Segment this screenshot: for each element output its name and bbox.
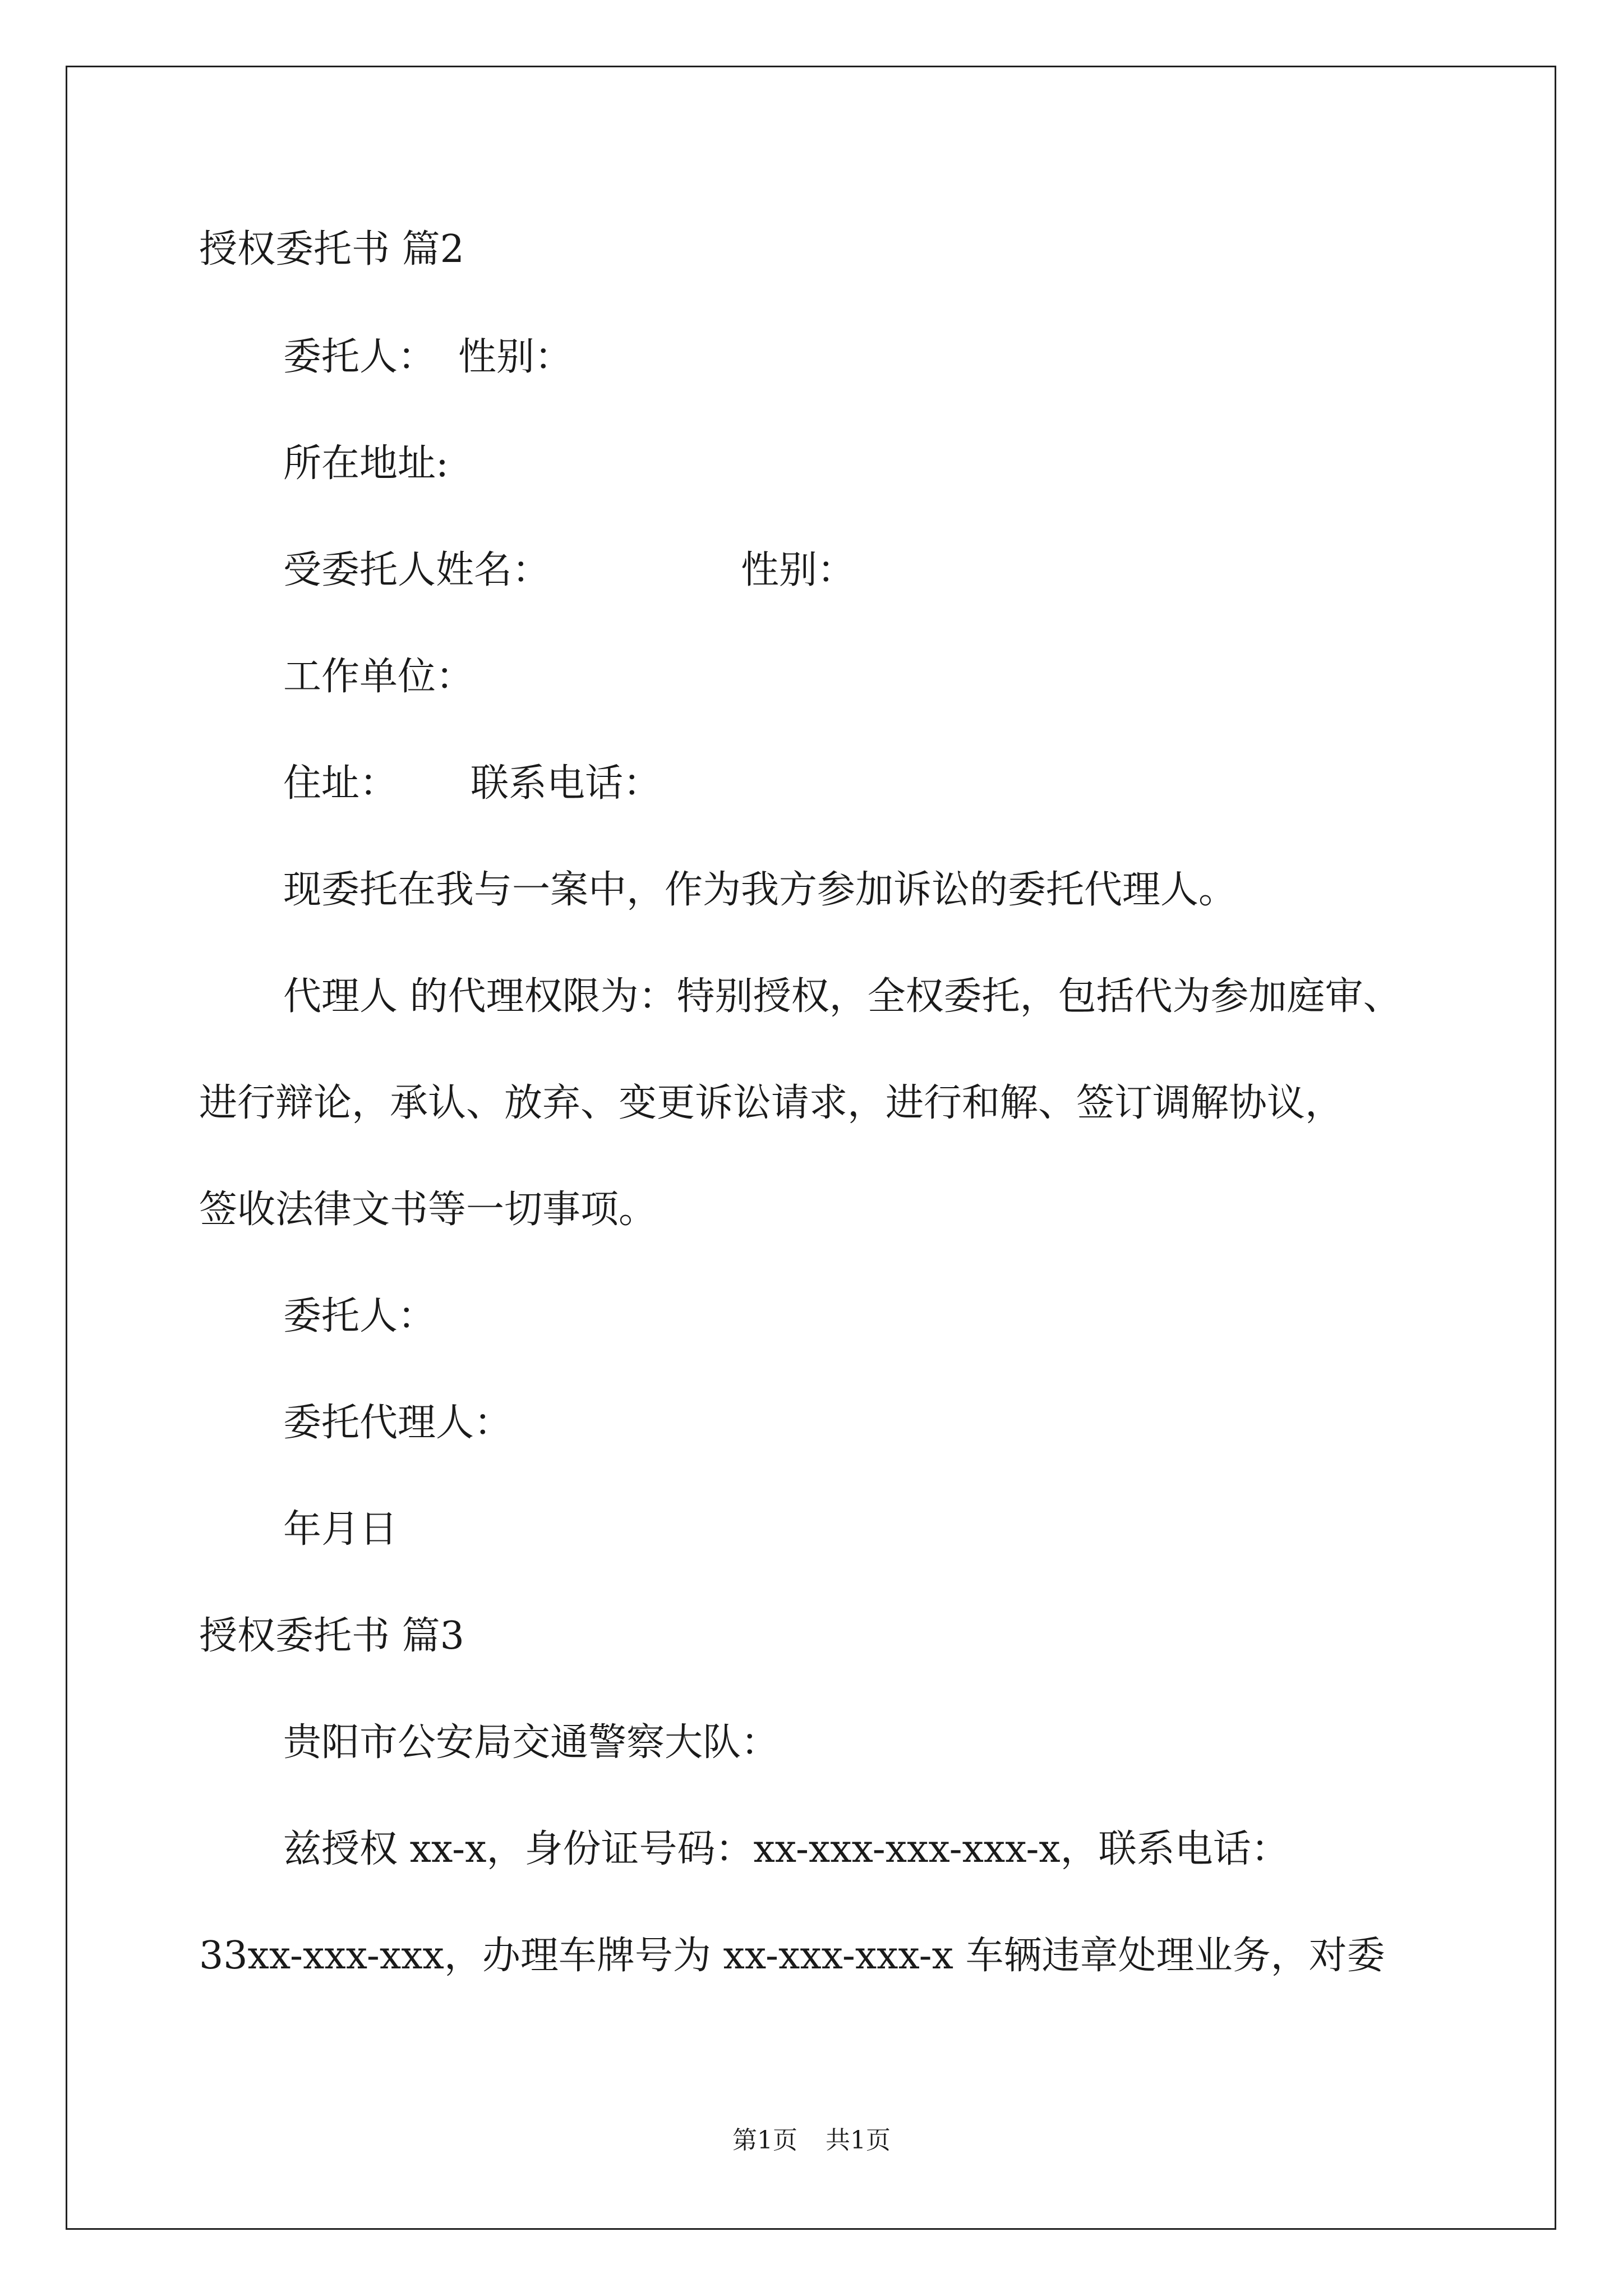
section-heading-3: 授权委托书 篇3 — [199, 1614, 464, 1658]
authority-line-2: 进行辩论，承认、放弃、变更诉讼请求，进行和解、签订调解协议， — [199, 1081, 1344, 1125]
address-line: 所在地址: — [283, 441, 449, 486]
phone-label: 联系电话： — [471, 761, 662, 806]
page-current: 第1页 — [732, 2126, 797, 2155]
agent-name-label: 受委托人姓名： — [283, 548, 551, 592]
authority-line-1: 代理人 的代理权限为：特别授权，全权委托，包括代为参加庭审、 — [283, 974, 1401, 1019]
date-line: 年月日 — [283, 1507, 398, 1552]
page-footer — [0, 2125, 1623, 2156]
principal-gender-label: 性别： — [458, 335, 573, 379]
page-total: 共1页 — [826, 2126, 891, 2155]
work-unit-line: 工作单位： — [283, 655, 474, 699]
sign-principal: 委托人： — [283, 1294, 436, 1338]
principal-line — [283, 335, 573, 380]
sign-agent: 委托代理人： — [283, 1401, 513, 1445]
authorization-line-2: 33xx-xxx-xxx，办理车牌号为 xx-xxx-xxx-x 车辆违章处理业务，对委 — [199, 1934, 1385, 1978]
residence-label: 住址： — [283, 761, 398, 806]
agent-name-line — [283, 548, 855, 593]
entrust-statement: 现委托在我与一案中，作为我方参加诉讼的委托代理人。 — [283, 868, 1237, 912]
page-border — [66, 66, 1556, 2230]
residence-line — [283, 761, 661, 806]
section-heading-2: 授权委托书 篇2 — [199, 227, 464, 272]
agent-gender-label: 性别： — [741, 548, 856, 592]
principal-label: 委托人： — [283, 335, 436, 379]
authorization-line-1: 兹授权 xx-x，身份证号码：xx-xxx-xxx-xxx-x，联系电话： — [283, 1827, 1289, 1871]
addressee: 贵阳市公安局交通警察大队： — [283, 1720, 780, 1765]
authority-line-3: 签收法律文书等一切事项。 — [199, 1188, 657, 1232]
